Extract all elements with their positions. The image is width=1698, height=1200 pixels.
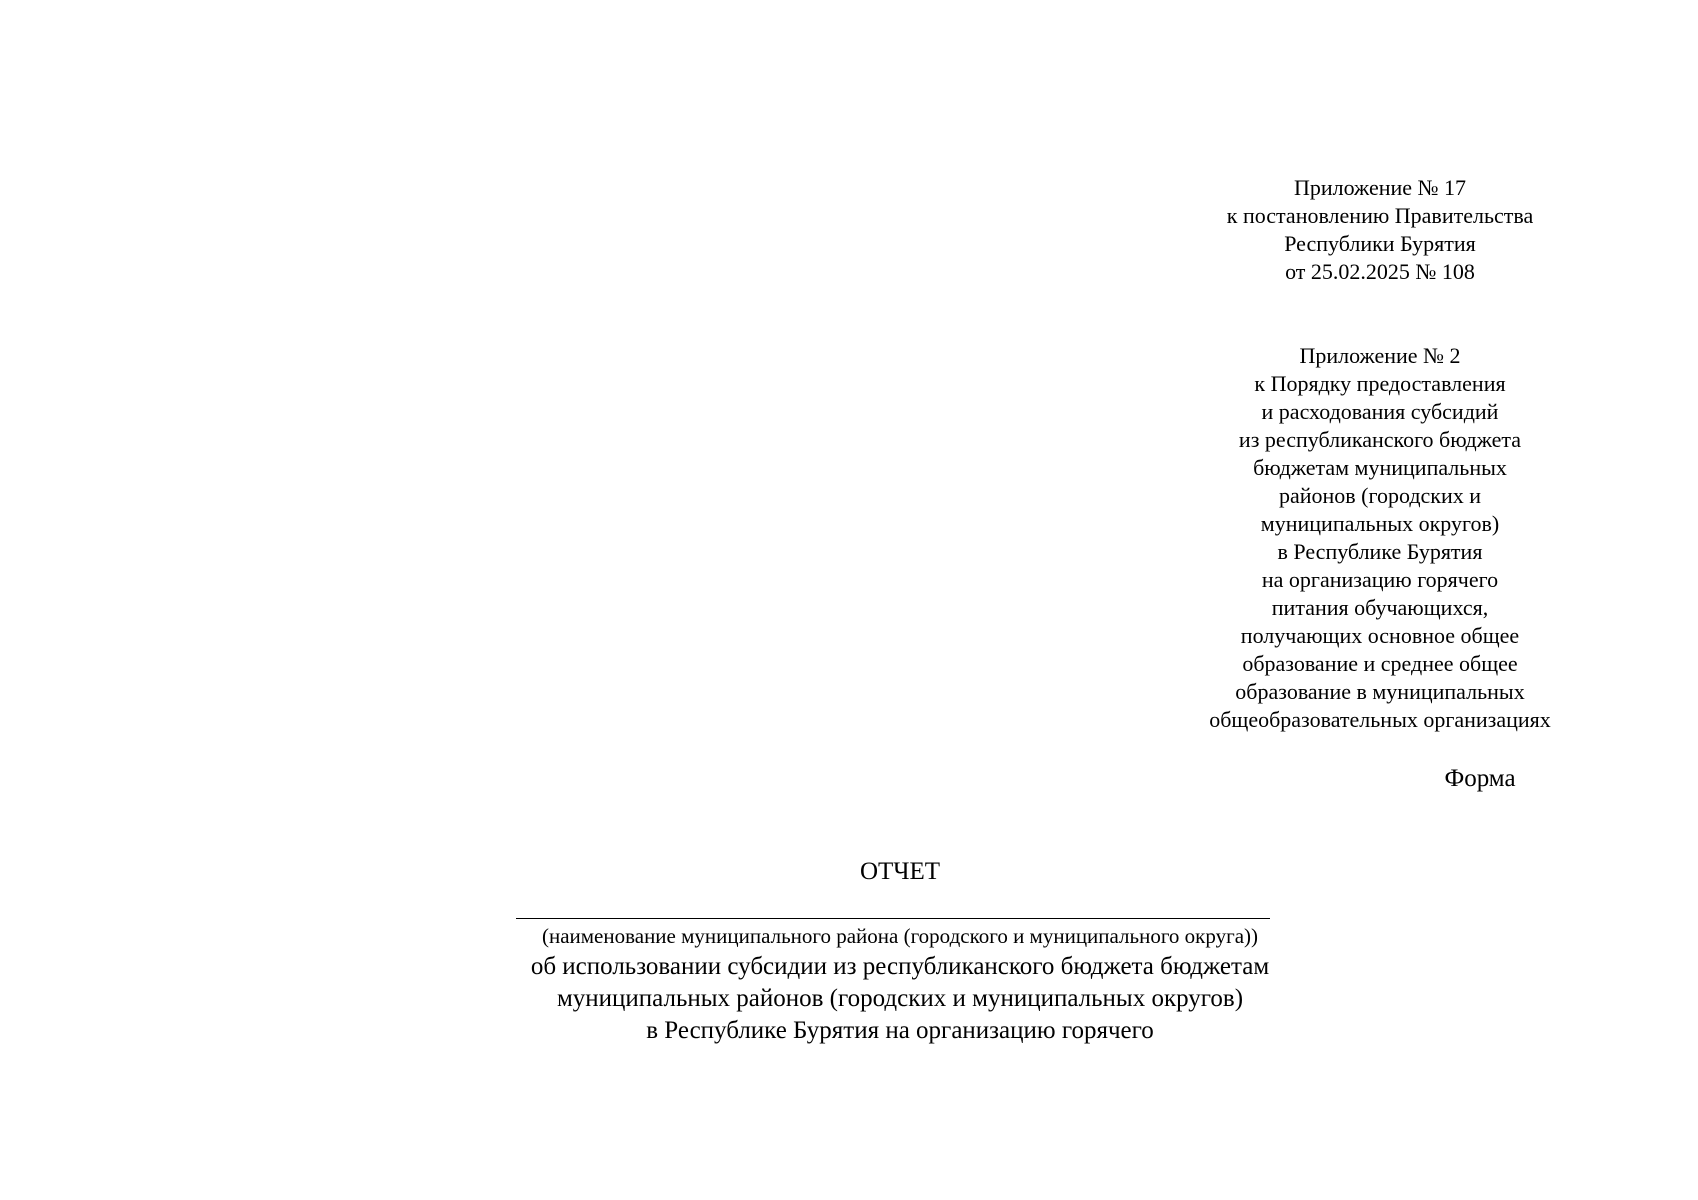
- appendix-17-line: от 25.02.2025 № 108: [1285, 259, 1475, 284]
- form-label: Форма: [1444, 765, 1516, 792]
- appendix-17-line: Приложение № 17: [1293, 175, 1467, 200]
- appendix-2-line: из республиканского бюджета: [1238, 427, 1522, 452]
- appendix-2-line: образование и среднее общее: [1242, 651, 1518, 676]
- appendix-2-line: в Республике Бурятия: [1277, 539, 1483, 564]
- appendix-2-line: образование в муниципальных: [1235, 679, 1525, 704]
- fill-in-line: [516, 918, 1270, 919]
- appendix-2-line: бюджетам муниципальных: [1253, 455, 1507, 480]
- appendix-2-line: и расходования субсидий: [1261, 399, 1499, 424]
- report-subtitle-line: в Республике Бурятия на организацию горячего: [646, 1017, 1154, 1044]
- appendix-2-header: [1185, 342, 1575, 734]
- appendix-2-line: муниципальных округов): [1260, 511, 1500, 536]
- report-title: ОТЧЕТ: [859, 858, 941, 885]
- appendix-17-line: Республики Бурятия: [1284, 231, 1476, 256]
- appendix-2-line: получающих основное общее: [1240, 623, 1520, 648]
- appendix-2-line: районов (городских и: [1278, 483, 1482, 508]
- fill-in-caption: (наименование муниципального района (городского и муниципального округа)): [541, 924, 1259, 948]
- appendix-2-line: на организацию горячего: [1261, 567, 1499, 592]
- appendix-2-line: питания обучающихся,: [1271, 595, 1489, 620]
- appendix-17-line: к постановлению Правительства: [1226, 203, 1534, 228]
- report-subtitle-line: об использовании субсидии из республиканского бюджета бюджетам: [530, 953, 1270, 980]
- report-subtitle-line: муниципальных районов (городских и муниципальных округов): [556, 985, 1244, 1012]
- appendix-2-line: общеобразовательных организациях: [1209, 707, 1551, 732]
- appendix-2-line: к Порядку предоставления: [1254, 371, 1506, 396]
- appendix-17-header: [1185, 174, 1575, 286]
- report-subtitle: [440, 951, 1360, 1047]
- appendix-2-line: Приложение № 2: [1299, 343, 1461, 368]
